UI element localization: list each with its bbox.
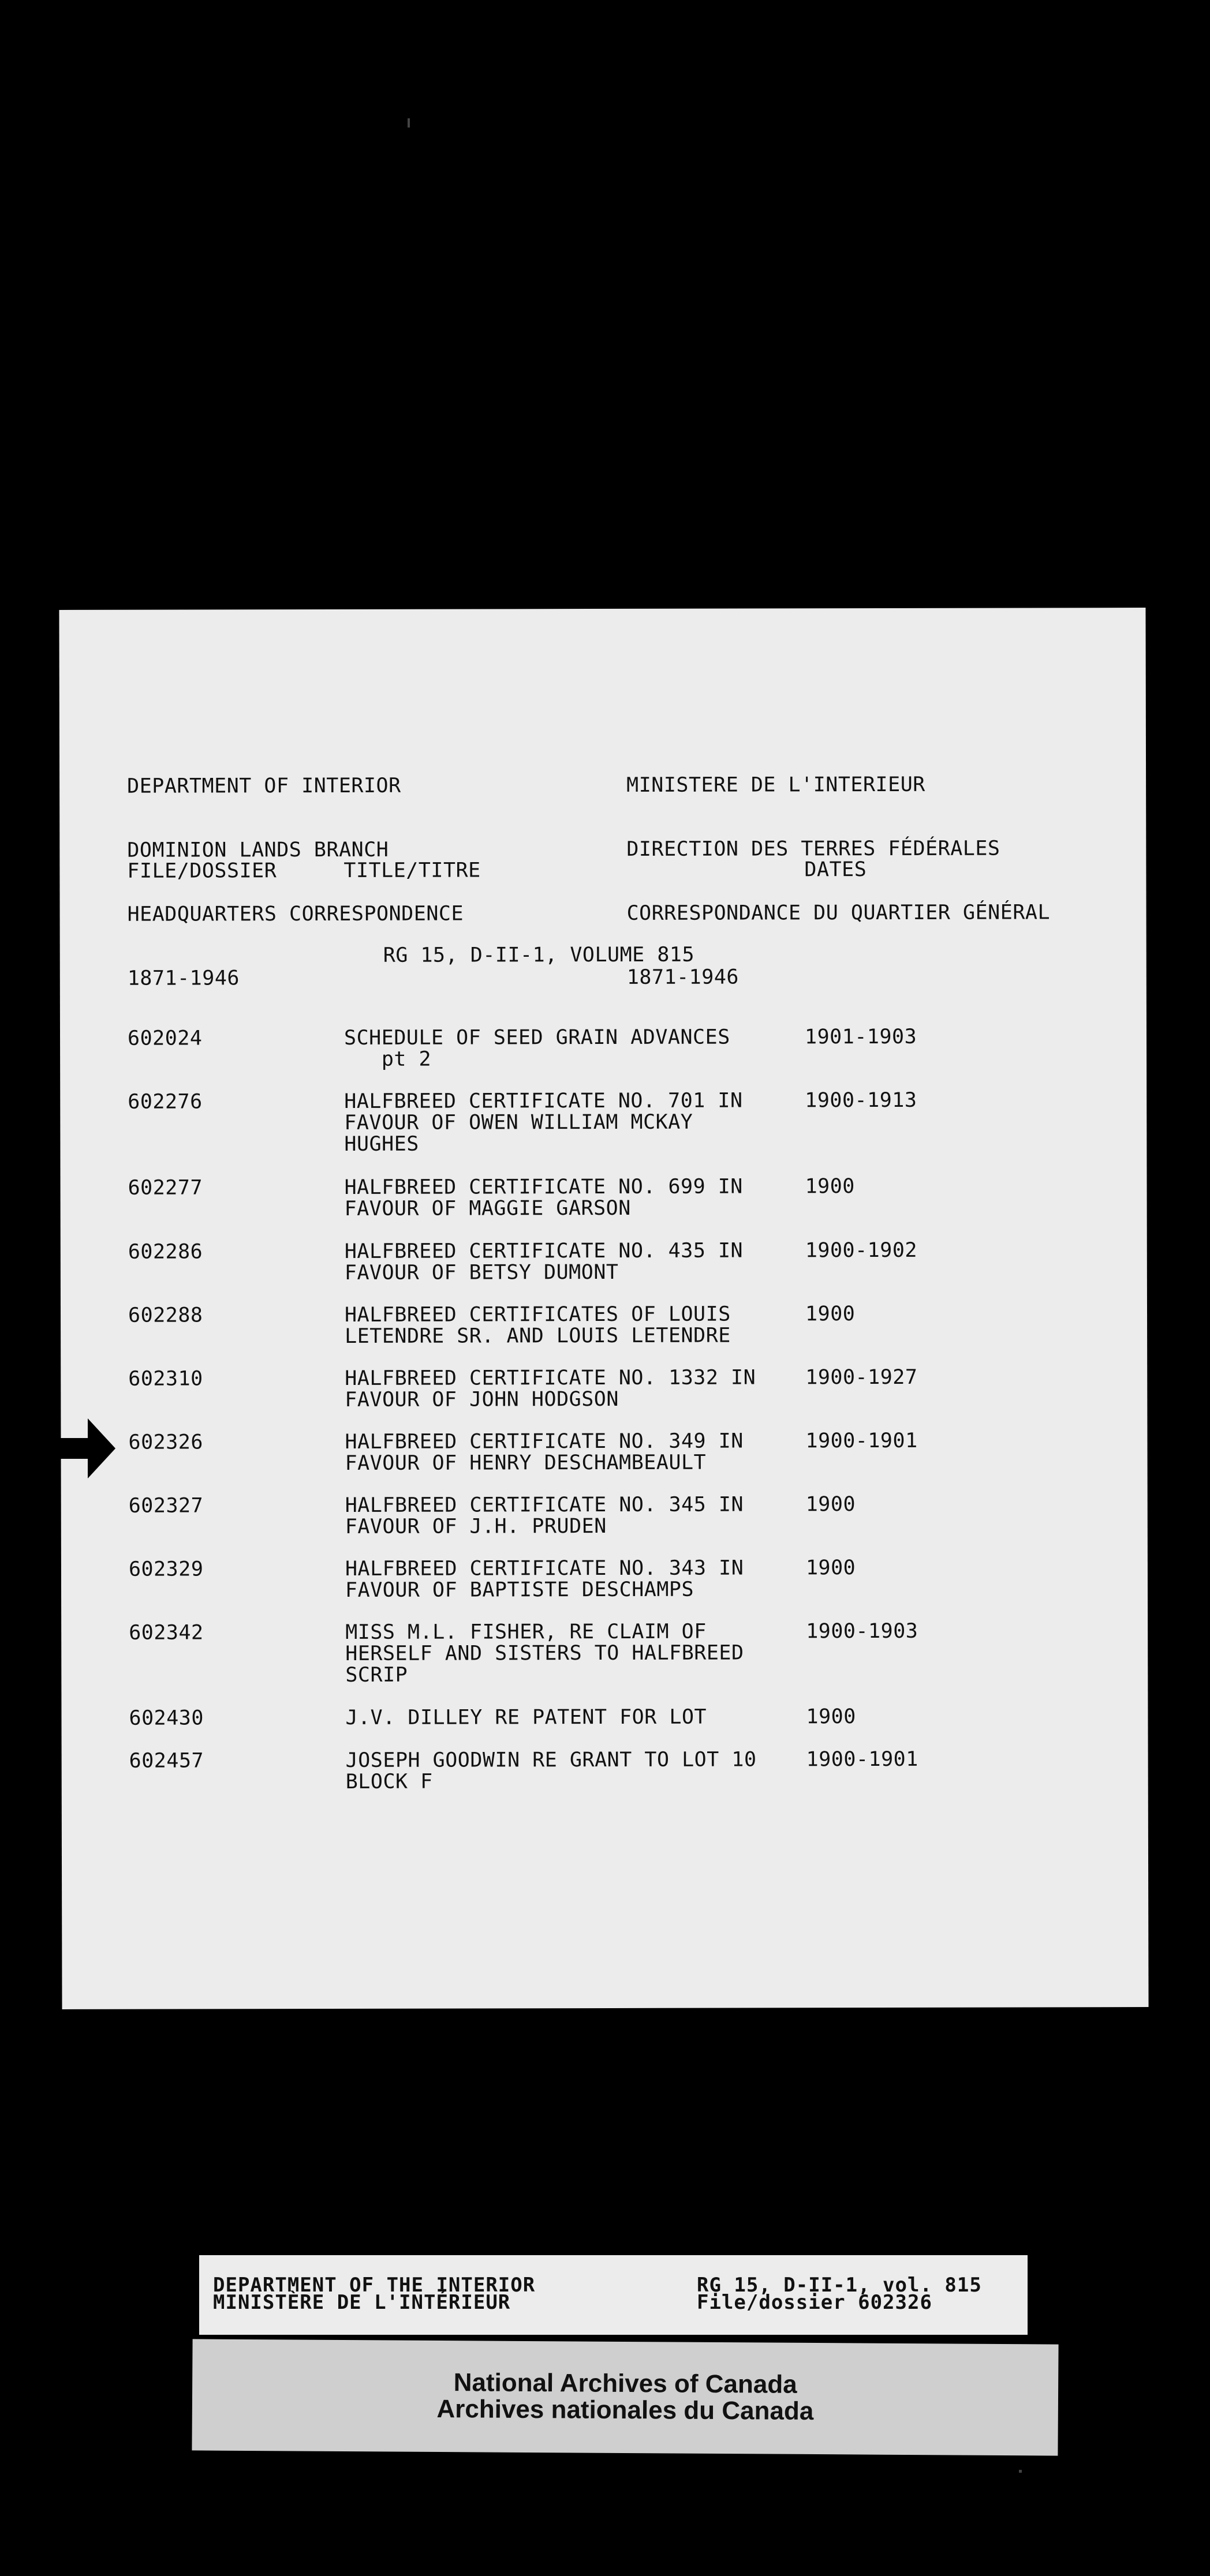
table-row: [61, 1556, 1148, 1602]
header-left-line: HEADQUARTERS CORRESPONDENCE: [127, 902, 464, 926]
volume-title: RG 15, D-II-1, VOLUME 815: [383, 943, 695, 967]
file-title: SCHEDULE OF SEED GRAIN ADVANCES pt 2: [343, 1025, 730, 1071]
file-title: HALFBREED CERTIFICATE NO. 349 IN FAVOUR OF HENRY DESCHAMBEAULT: [345, 1429, 744, 1475]
table-row: [61, 1238, 1147, 1285]
file-number: 602288: [128, 1304, 203, 1327]
file-dates: 1900: [806, 1705, 856, 1729]
header-left-line: DOMINION LANDS BRANCH: [127, 838, 389, 862]
file-title: J.V. DILLEY RE PATENT FOR LOT: [345, 1705, 707, 1729]
file-dates: 1900: [805, 1302, 856, 1326]
file-dates: 1900-1901: [806, 1747, 918, 1772]
table-row-highlighted: [61, 1429, 1147, 1475]
file-dates: 1900: [805, 1493, 856, 1517]
file-number: 602024: [127, 1027, 203, 1050]
file-title: MISS M.L. FISHER, RE CLAIM OF HERSELF AND SISTERS TO HALFBREED SCRIP: [345, 1620, 744, 1687]
archive-name-fr: Archives nationales du Canada: [436, 2395, 814, 2425]
file-number: 602329: [128, 1557, 204, 1581]
file-dates: 1900: [805, 1175, 855, 1199]
file-number: 602430: [129, 1706, 204, 1730]
header-right-line: 1871-1946: [626, 965, 739, 989]
file-dates: 1900-1903: [806, 1619, 918, 1643]
table-row: [60, 1088, 1146, 1156]
file-dates: 1900-1901: [805, 1429, 918, 1453]
table-row: [62, 1747, 1148, 1794]
file-title: JOSEPH GOODWIN RE GRANT TO LOT 10 BLOCK F: [345, 1748, 757, 1794]
column-header-dates: DATES: [804, 858, 867, 882]
archive-banner: [192, 2339, 1058, 2455]
file-dates: 1900: [805, 1556, 856, 1580]
file-number: 602277: [128, 1176, 203, 1200]
column-header-file: FILE/DOSSIER: [127, 859, 277, 883]
pointer-arrow-icon: [58, 1418, 115, 1478]
file-title: HALFBREED CERTIFICATE NO. 343 IN FAVOUR OF BAPTISTE DESCHAMPS: [345, 1556, 744, 1602]
file-title: HALFBREED CERTIFICATE NO. 435 IN FAVOUR OF BETSY DUMONT: [344, 1239, 744, 1285]
file-dates: 1900-1902: [805, 1238, 917, 1263]
film-speck: [408, 118, 410, 128]
header-right-line: DIRECTION DES TERRES FÉDÉRALES: [626, 837, 1000, 861]
file-title: HALFBREED CERTIFICATE NO. 699 IN FAVOUR OF MAGGIE GARSON: [344, 1175, 743, 1220]
label-department: DEPARTMENT OF THE INTERIOR MINISTÈRE DE L'INTÉRIEUR: [213, 2274, 536, 2314]
file-dates: 1901-1903: [804, 1025, 917, 1049]
film-speck: [1019, 2470, 1022, 2473]
header-left-line: 1871-1946: [127, 967, 240, 990]
label-reference: RG 15, D-II-1, vol. 815 File/dossier 602326: [697, 2274, 982, 2314]
microfilm-label: [199, 2255, 1028, 2335]
file-number: 602286: [128, 1240, 203, 1264]
header-right-line: CORRESPONDANCE DU QUARTIER GÉNÉRAL: [626, 901, 1051, 925]
header-left-line: DEPARTMENT OF INTERIOR: [127, 774, 401, 798]
file-number: 602457: [129, 1749, 204, 1773]
file-title: HALFBREED CERTIFICATE NO. 1332 IN FAVOUR OF JOHN HODGSON: [345, 1366, 756, 1411]
header-right-line: MINISTERE DE L'INTERIEUR: [626, 773, 925, 797]
file-number: 602327: [128, 1494, 204, 1518]
archive-name-en: National Archives of Canada: [453, 2368, 797, 2399]
file-title: HALFBREED CERTIFICATES OF LOUIS LETENDRE SR. AND LOUIS LETENDRE: [344, 1302, 731, 1348]
table-row: [61, 1493, 1148, 1538]
file-title: HALFBREED CERTIFICATE NO. 345 IN FAVOUR OF J.H. PRUDEN: [345, 1493, 744, 1538]
table-row: [61, 1619, 1148, 1687]
table-row: [61, 1705, 1148, 1730]
column-header-title: TITLE/TITRE: [343, 859, 481, 882]
file-number: 602326: [128, 1431, 203, 1454]
table-row: [61, 1302, 1147, 1348]
file-dates: 1900-1913: [805, 1088, 917, 1113]
table-row: [61, 1365, 1147, 1411]
file-title: HALFBREED CERTIFICATE NO. 701 IN FAVOUR OF OWEN WILLIAM MCKAY HUGHES: [344, 1089, 743, 1156]
document-page: [59, 608, 1148, 2009]
file-number: 602310: [128, 1367, 203, 1391]
file-dates: 1900-1927: [805, 1365, 918, 1390]
file-number: 602276: [128, 1090, 203, 1114]
table-row: [61, 1175, 1147, 1220]
file-number: 602342: [129, 1621, 204, 1645]
